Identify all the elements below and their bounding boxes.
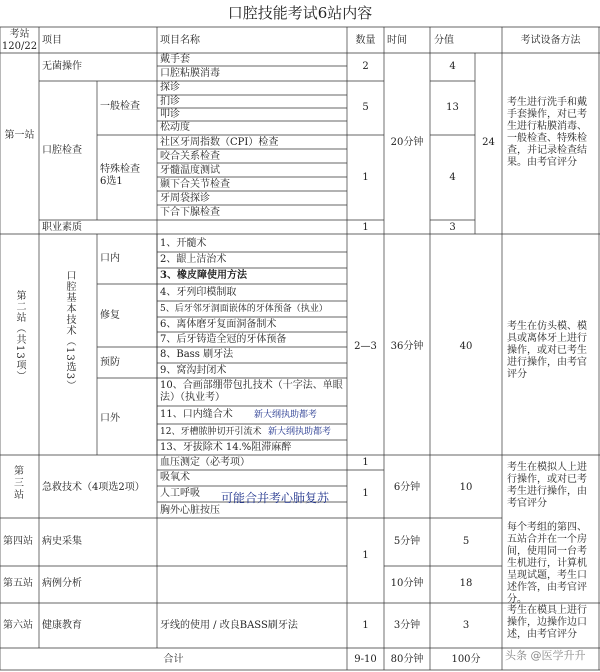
s2-count: 2—3 — [354, 341, 377, 352]
s1-score-special: 4 — [449, 172, 456, 183]
s2-note-2: 新大纲执助都考 — [268, 427, 332, 437]
s1-item: 社区牙周指数（CPI）检查 — [160, 137, 279, 148]
s2-oral-label: 口内 — [100, 253, 120, 264]
header-time: 时间 — [387, 35, 407, 46]
station-1-label: 第一站 — [4, 130, 35, 141]
s2-note-1: 新大纲执助都考 — [254, 410, 318, 420]
s5-score: 18 — [459, 578, 473, 589]
s1-count-prof: 1 — [362, 222, 369, 233]
s3-note: 可能合并考心肺复苏 — [221, 491, 330, 505]
page-title: 口腔技能考试6站内容 — [227, 4, 373, 22]
footer-score: 100分 — [451, 654, 481, 665]
s5-time: 10分钟 — [390, 578, 424, 589]
header-score: 分值 — [434, 35, 454, 46]
station-4-label: 第四站 — [3, 536, 33, 547]
s1-item: 扪诊 — [160, 96, 180, 107]
s1-item: 咬合关系检查 — [160, 151, 220, 162]
s4-count: 1 — [362, 550, 369, 561]
s2-item: 3、橡皮障使用方法 — [160, 270, 247, 281]
s1-item: 戴手套 — [160, 54, 190, 65]
s6-method: 考生在模具上进行操作，边操作边口述，由考官评分 — [507, 605, 587, 640]
s2-item: 7、后牙铸造全冠的牙体预备 — [160, 334, 287, 345]
s1-time: 20分钟 — [390, 137, 424, 148]
s3-count-bp: 1 — [362, 457, 369, 468]
s1-score-prof: 3 — [449, 222, 456, 233]
header-project: 项目 — [42, 35, 62, 46]
footer-count: 9-10 — [354, 654, 377, 665]
s2-basic-label: 口腔基本技术（13选3） — [64, 270, 75, 392]
header-station: 考站 120/22 — [1, 29, 38, 52]
s2-score: 40 — [459, 341, 473, 352]
s2-item: 1、开髓术 — [160, 238, 207, 249]
s1-item: 牙髓温度测试 — [160, 165, 220, 176]
s1-total: 24 — [482, 137, 495, 148]
s1-item: 颞下合关节检查 — [160, 179, 230, 190]
station-3-label: 第三站 — [14, 466, 24, 501]
s3-item: 血压测定（必考项） — [160, 457, 250, 468]
s4-time: 5分钟 — [393, 536, 421, 547]
watermark: 头条 @医学升升 — [505, 649, 586, 662]
s1-item: 下合下腺检查 — [160, 207, 220, 218]
s2-item: 10、合画部绷带包扎技术（十字法、单眼法）（执业考） — [160, 380, 343, 403]
s4-project: 病史采集 — [42, 536, 82, 547]
s3-score: 10 — [459, 482, 473, 493]
s3-method: 考生在模拟人上进行操作，或对已考考生进行操作，由考官评分 — [507, 462, 587, 509]
s1-general-label: 一般检查 — [100, 101, 140, 112]
s6-time: 3分钟 — [393, 620, 421, 631]
s1-item: 探诊 — [160, 82, 180, 93]
header-method: 考试设备方法 — [520, 35, 581, 46]
s2-item: 8、Bass 刷牙法 — [160, 349, 234, 360]
s1-score-general: 13 — [446, 102, 459, 113]
s1-item: 牙周袋探诊 — [160, 193, 210, 204]
s3-time: 6分钟 — [393, 482, 421, 493]
footer-label: 合计 — [163, 654, 184, 665]
s2-item: 5、后牙邻牙洞面嵌体的牙体预备（执业） — [160, 304, 328, 314]
s2-item: 11、口内缝合术 — [160, 409, 233, 420]
s3-item: 胸外心脏按压 — [160, 505, 220, 516]
s3-project: 急救技术（4项选2项） — [42, 482, 145, 493]
s6-count: 1 — [362, 620, 369, 631]
s1-special-label: 特殊检查6选1 — [100, 164, 140, 187]
header-count: 数量 — [355, 35, 376, 46]
s1-count-general: 5 — [362, 102, 369, 113]
s6-project: 健康教育 — [42, 620, 82, 631]
s2-item: 2、龈上洁治术 — [160, 254, 227, 265]
footer-time: 80分钟 — [390, 654, 424, 665]
s1-item: 口腔粘膜消毒 — [160, 68, 220, 79]
s2-method: 考生在仿头模、模具或离体牙上进行操作，或对已考生进行操作，由考官评分 — [507, 321, 587, 380]
s4-score: 5 — [462, 536, 470, 547]
station-5-label: 第五站 — [3, 578, 33, 589]
s2-item: 4、牙列印模制取 — [160, 287, 237, 298]
s2-outer-label: 口外 — [100, 413, 120, 424]
s5-project: 病例分析 — [42, 578, 82, 589]
station-6-label: 第六站 — [3, 620, 33, 631]
s1-prof-label: 职业素质 — [42, 222, 82, 233]
s2-item: 9、窝沟封闭术 — [160, 365, 227, 376]
s1-score-aseptic: 4 — [449, 61, 456, 72]
s4-5-method: 每个考组的第四、五站合并在一个房间，使用同一台考生机进行，计算机呈现试题，考生口述作答，由考官评分。 — [507, 522, 587, 605]
s6-item: 牙线的使用 / 改良BASS刷牙法 — [160, 620, 298, 631]
s1-item: 叩诊 — [160, 109, 180, 120]
s2-item: 13、牙拔除术 14.%阻滞麻醉 — [160, 442, 292, 453]
s1-exam-label: 口腔检查 — [42, 145, 82, 156]
s3-item: 人工呼吸 — [160, 488, 200, 499]
s2-item: 12、牙槽脓肿切开引流术 — [160, 427, 262, 437]
s1-count-special: 1 — [362, 172, 369, 183]
s3-count-other: 1 — [362, 488, 369, 499]
s2-time: 36分钟 — [390, 341, 424, 352]
s1-item: 松动度 — [160, 122, 190, 133]
s2-prevention-label: 预防 — [100, 357, 120, 368]
header-project-name: 项目名称 — [160, 35, 200, 46]
s3-item: 吸氧术 — [160, 472, 190, 483]
s6-score: 3 — [462, 620, 470, 631]
s2-item: 6、离体磨牙复面洞备制术 — [160, 319, 277, 330]
station-2-label: 第二站（共13项） — [14, 290, 25, 382]
s2-repair-label: 修复 — [100, 310, 120, 321]
s1-count-aseptic: 2 — [362, 61, 369, 72]
s1-aseptic-label: 无菌操作 — [42, 61, 82, 72]
s1-method: 考生进行洗手和戴手套操作，对已考生进行粘膜消毒、一般检查、特殊检查，并记录检查结果。由考官评分 — [507, 97, 587, 168]
